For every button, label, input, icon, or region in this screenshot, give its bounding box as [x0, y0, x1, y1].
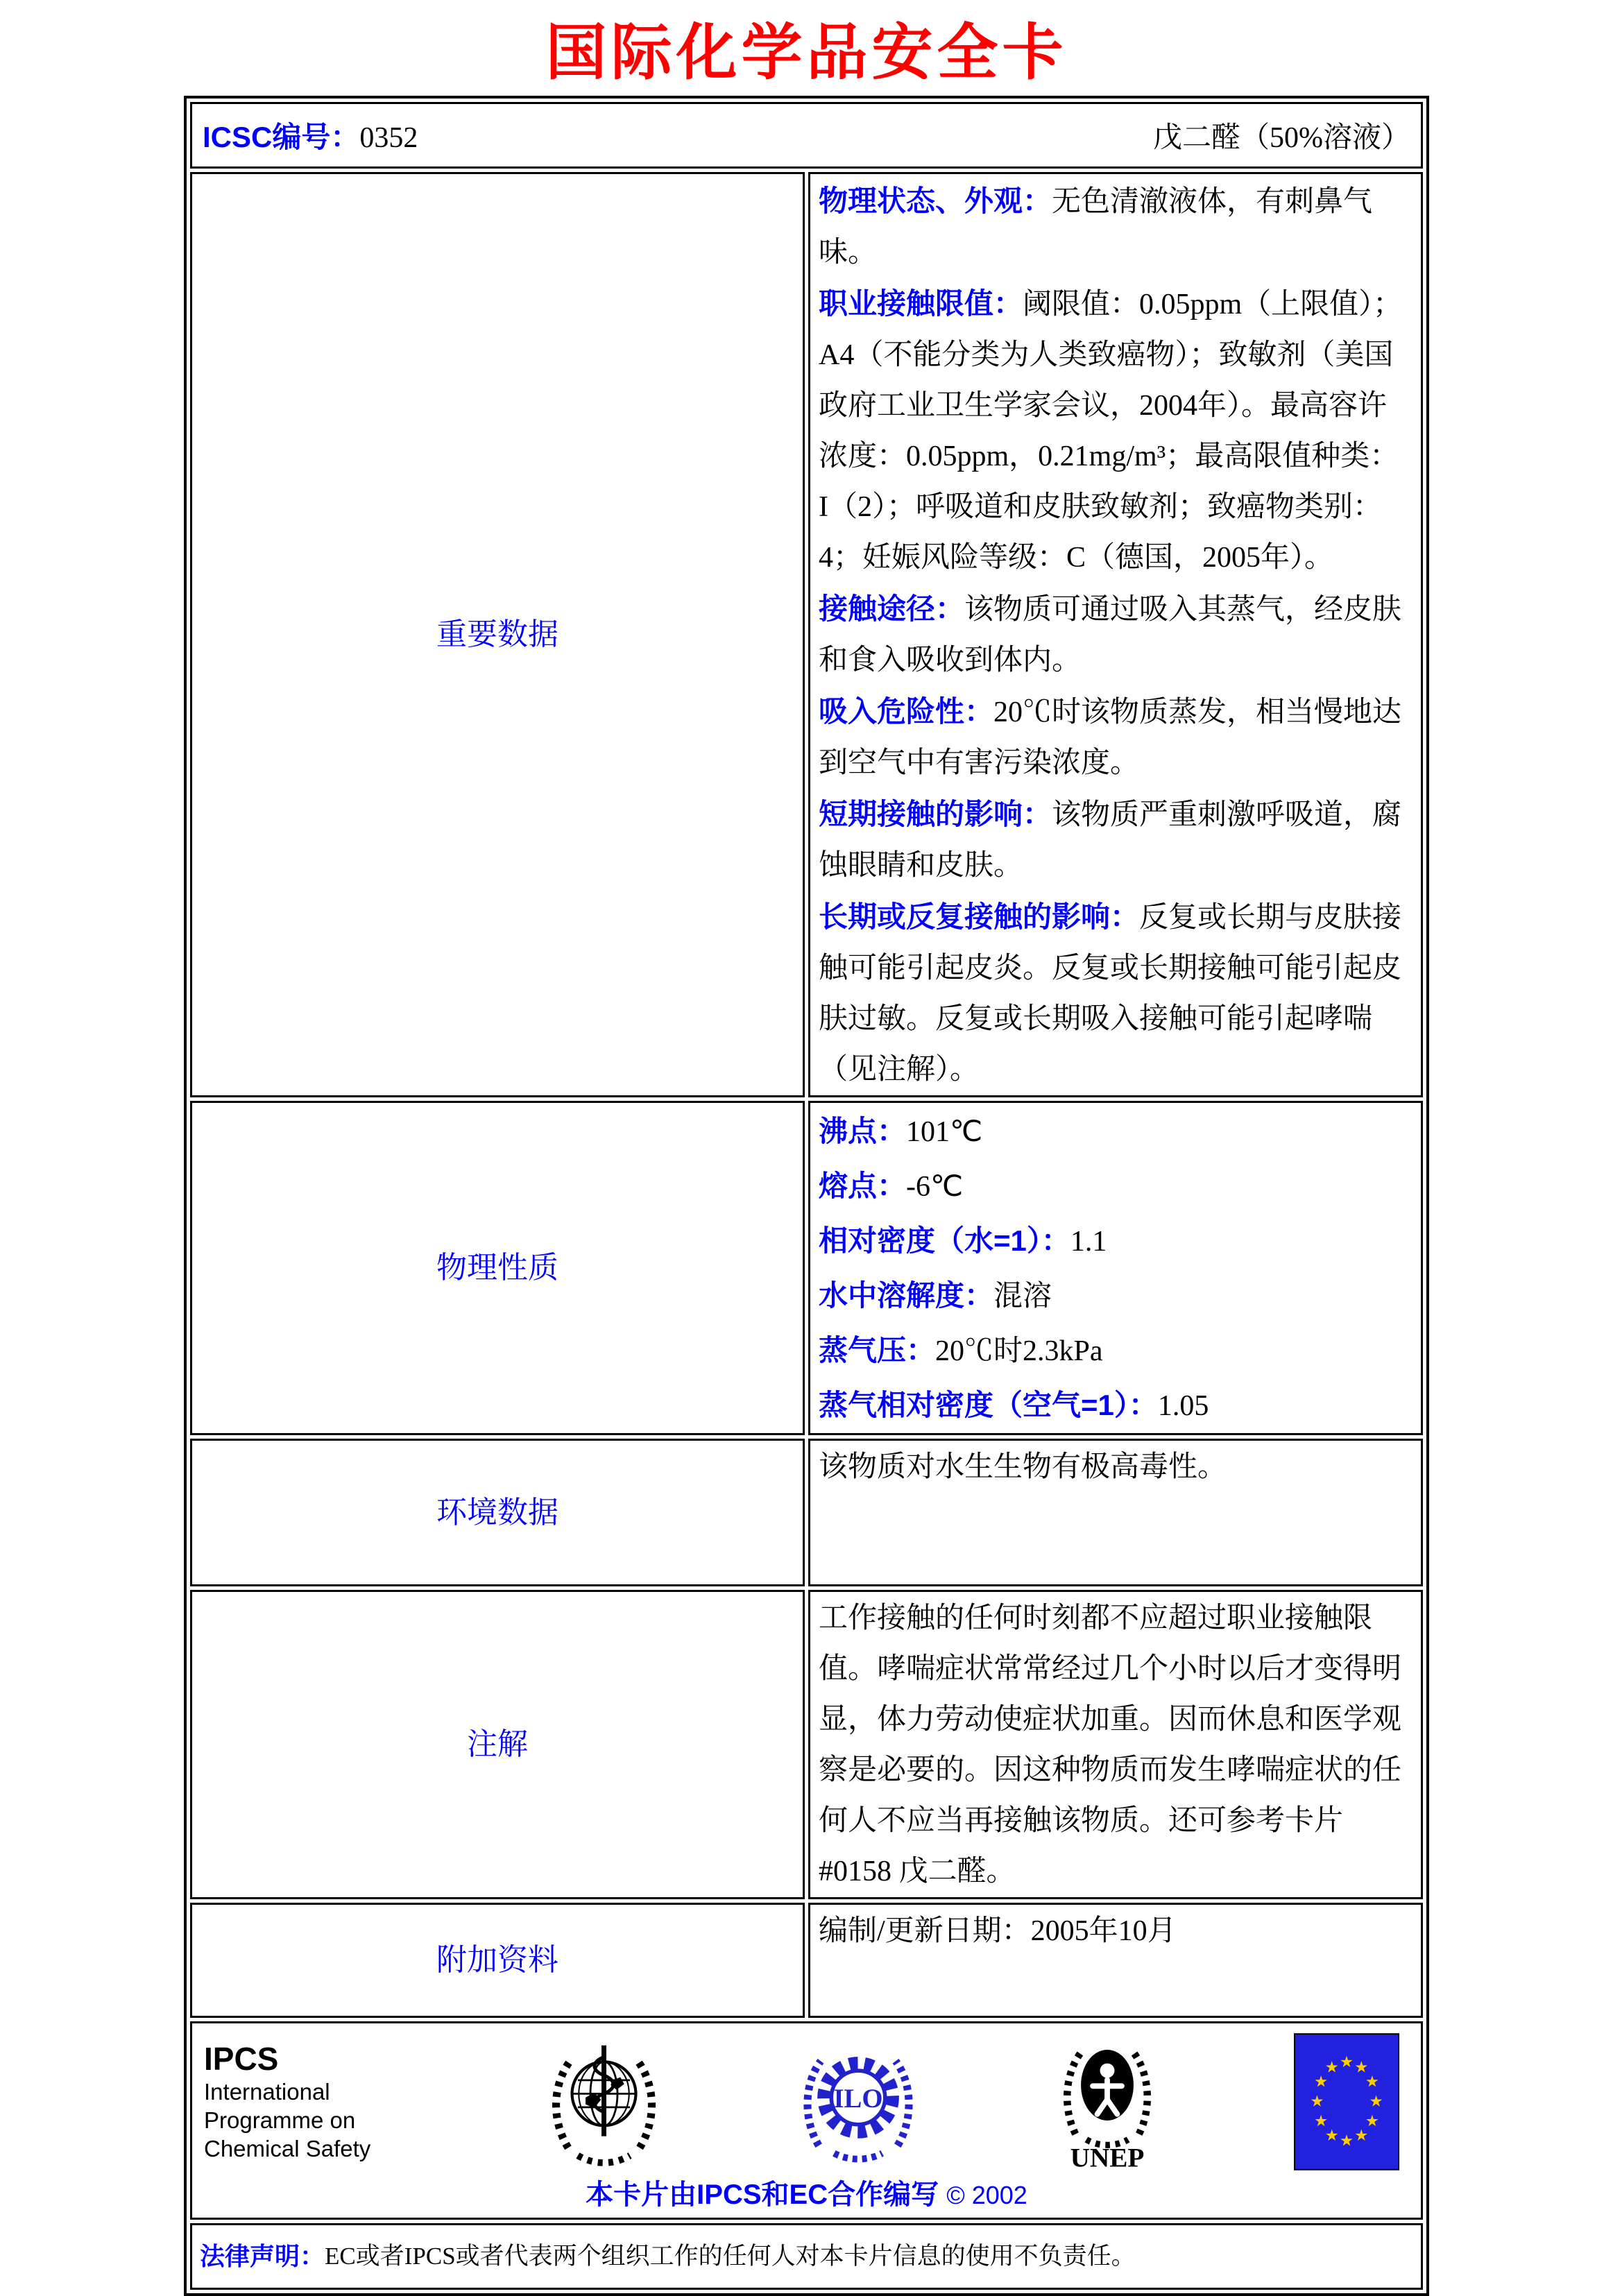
prop-water-solubility: [819, 1269, 1403, 1323]
ipcs-text-block: [204, 2040, 412, 2163]
prop-label: 蒸气压：: [819, 1334, 936, 1367]
prop-vapor-pressure: [819, 1323, 1403, 1378]
prop-value: -6℃: [906, 1171, 964, 1203]
logos-row: [190, 2021, 1423, 2220]
icsc-number-value: 0352: [359, 122, 418, 154]
legal-statement: [193, 2226, 1420, 2287]
prop-label: 水中溶解度：: [819, 1279, 994, 1312]
physical-properties-content: [808, 1101, 1423, 1435]
important-data-content: [808, 172, 1423, 1097]
legal-label: 法律声明：: [200, 2242, 325, 2270]
header-cell: [190, 102, 1423, 169]
caption-text: 本卡片由IPCS和EC合作编写: [586, 2179, 939, 2210]
prop-relative-density: [819, 1214, 1403, 1269]
field-label: 职业接触限值：: [819, 287, 1023, 320]
caption-copyright: © 2002: [946, 2180, 1027, 2209]
section-label-physical-properties: 物理性质: [190, 1101, 805, 1435]
prop-value: 混溶: [993, 1280, 1052, 1312]
field-label: 短期接触的影响：: [819, 798, 1052, 830]
logos-cell: [190, 2021, 1423, 2220]
cooperation-caption: [193, 2177, 1420, 2213]
additional-info-row: [190, 1903, 1423, 2018]
field-label: 物理状态、外观：: [819, 185, 1052, 217]
ipcs-line-3: Chemical Safety: [204, 2136, 371, 2161]
environmental-data-row: [190, 1439, 1423, 1586]
eu-flag-icon: [1294, 2033, 1399, 2170]
prop-value: 1.05: [1157, 1390, 1209, 1422]
field-label: 吸入危险性：: [819, 695, 994, 728]
environmental-data-content: 该物质对水生生物有极高毒性。: [808, 1439, 1423, 1586]
ipcs-line-2: Programme on: [204, 2107, 356, 2133]
header-flex: [193, 105, 1420, 166]
field-text: 无色清澈液体，有刺鼻气味。: [819, 186, 1373, 268]
prop-label: 相对密度（水=1）：: [819, 1224, 1070, 1257]
section-label-important-data: 重要数据: [190, 172, 805, 1097]
prop-vapor-relative-density: [819, 1378, 1403, 1433]
section-label-additional-info: 附加资料: [190, 1903, 805, 2018]
header-row: [190, 102, 1423, 169]
ipcs-acronym: IPCS: [204, 2041, 279, 2077]
field-text: 反复或长期与皮肤接触可能引起皮炎。反复或长期接触可能引起皮肤过敏。反复或长期吸入接触可能引起哮喘（见注解）。: [819, 902, 1402, 1086]
field-occupational-limits: [819, 278, 1403, 583]
prop-label: 蒸气相对密度（空气=1）：: [819, 1389, 1158, 1421]
chemical-name: 戊二醛（50%溶液）: [1153, 122, 1410, 154]
prop-label: 沸点：: [819, 1115, 907, 1147]
field-text: 阈限值：0.05ppm（上限值）；A4（不能分类为人类致癌物）；致敏剂（美国政府工业卫生学家会议，2004年）。最高容许浓度：0.05ppm，0.21mg/m³；最高限值种类：I（2）；呼吸道和皮肤致敏剂；致癌物类别：4；妊娠风险等级：C（德国，2005年）。: [819, 289, 1403, 574]
icsc-card-page: [0, 18, 1613, 2270]
unep-logo-icon: [1048, 2027, 1166, 2176]
legal-cell: [190, 2223, 1423, 2290]
ipcs-line-1: International: [204, 2079, 330, 2105]
legal-text: EC或者IPCS或者代表两个组织工作的任何人对本卡片信息的使用不负责任。: [325, 2243, 1136, 2270]
field-text: 20℃时该物质蒸发，相当慢地达到空气中有害污染浓度。: [819, 696, 1402, 779]
legal-row: [190, 2223, 1423, 2290]
icsc-card-table: [184, 96, 1429, 2296]
field-text: 该物质可通过吸入其蒸气，经皮肤和食入吸收到体内。: [819, 594, 1402, 676]
ilo-logo-text: ILO: [833, 2083, 883, 2114]
prop-value: 101℃: [906, 1116, 983, 1148]
prop-label: 熔点：: [819, 1170, 907, 1202]
field-exposure-routes: [819, 583, 1403, 686]
section-label-notes: 注解: [190, 1590, 805, 1899]
section-label-environmental-data: 环境数据: [190, 1439, 805, 1586]
prop-value: 20℃时2.3kPa: [935, 1335, 1103, 1367]
who-logo-icon: [540, 2034, 668, 2169]
field-long-term-effects: [819, 891, 1403, 1095]
logos-strip: [193, 2028, 1420, 2171]
field-text: 该物质严重刺激呼吸道，腐蚀眼睛和皮肤。: [819, 799, 1402, 882]
prop-melting-point: [819, 1159, 1403, 1214]
field-short-term-effects: [819, 789, 1403, 891]
additional-info-content: 编制/更新日期：2005年10月: [808, 1903, 1423, 2018]
notes-row: [190, 1590, 1423, 1899]
ilo-logo-icon: [796, 2037, 921, 2166]
field-inhalation-risk: [819, 686, 1403, 789]
icsc-number-group: [203, 114, 418, 156]
unep-logo-text: UNEP: [1070, 2143, 1145, 2173]
field-label: 长期或反复接触的影响：: [819, 900, 1140, 933]
field-label: 接触途径：: [819, 592, 965, 625]
icsc-number-label: ICSC编号：: [203, 121, 360, 153]
important-data-row: [190, 172, 1423, 1097]
field-physical-state: [819, 175, 1403, 278]
physical-properties-row: [190, 1101, 1423, 1435]
prop-boiling-point: [819, 1104, 1403, 1159]
notes-content: 工作接触的任何时刻都不应超过职业接触限值。哮喘症状常常经过几个小时以后才变得明显，体力劳动使症状加重。因而休息和医学观察是必要的。因这种物质而发生哮喘症状的任何人不应当再接触该物质。还可参考卡片#0158 戊二醛。: [808, 1590, 1423, 1899]
prop-value: 1.1: [1070, 1226, 1107, 1258]
page-title: 国际化学品安全卡: [545, 18, 1068, 87]
